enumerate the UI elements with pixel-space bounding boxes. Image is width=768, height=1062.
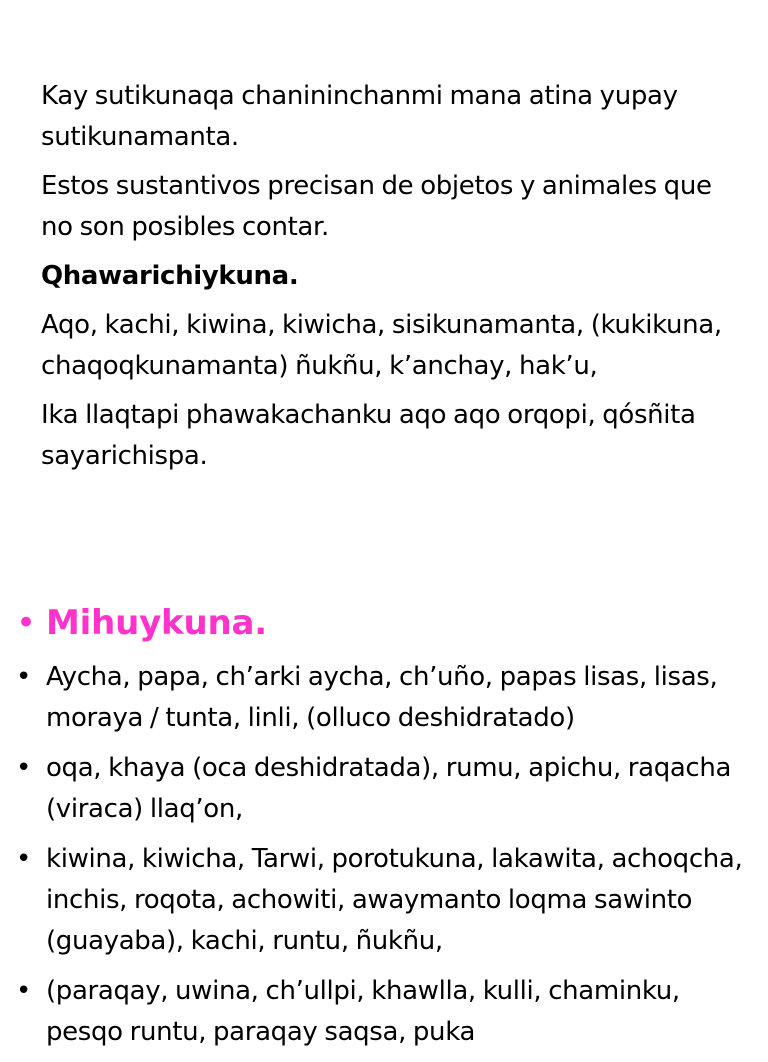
list-heading: Mihuykuna.: [46, 603, 267, 643]
list-item: [16, 748, 756, 830]
intro-section: [41, 76, 741, 485]
list-item-text: Aycha, papa, ch’arki aycha, ch’uño, papas lisas, lisas, moraya / tunta, linli, (olluco deshidratado): [46, 662, 718, 733]
list-item: [16, 971, 756, 1053]
intro-paragraph-spanish: Estos sustantivos precisan de objetos y animales que no son posibles contar.: [41, 171, 712, 242]
intro-paragraph-quechua: Kay sutikunaqa chanininchanmi mana atina yupay sutikunamanta.: [41, 81, 678, 152]
bullet-icon: •: [16, 976, 32, 1006]
bullet-icon: •: [16, 603, 37, 643]
list-heading-item: [16, 597, 756, 649]
examples-heading: Qhawarichiykuna.: [41, 261, 299, 291]
list-item-text: (paraqay, uwina, ch’ullpi, khawlla, kulli, chaminku, pesqo runtu, paraqay saqsa, puka: [46, 976, 680, 1047]
list-item-text: oqa, khaya (oca deshidratada), rumu, apichu, raqacha (viraca) llaq’on,: [46, 753, 732, 824]
example-sentence: Ika llaqtapi phawakachanku aqo aqo orqopi, qósñita sayarichispa.: [41, 400, 696, 471]
food-list: [16, 597, 756, 1062]
bullet-icon: •: [16, 753, 32, 783]
examples-paragraph: Aqo, kachi, kiwina, kiwicha, sisikunamanta, (kukikuna, chaqoqkunamanta) ñukñu, k’anchay, hak’u,: [41, 310, 722, 381]
bullet-icon: •: [16, 844, 32, 874]
bullet-icon: •: [16, 662, 32, 692]
list-item: [16, 839, 756, 962]
list-item: [16, 657, 756, 739]
list-item-text: kiwina, kiwicha, Tarwi, porotukuna, lakawita, achoqcha, inchis, roqota, achowiti, awaymanto loqma sawinto (guayaba), kachi, runtu, ñukñu,: [46, 844, 743, 956]
